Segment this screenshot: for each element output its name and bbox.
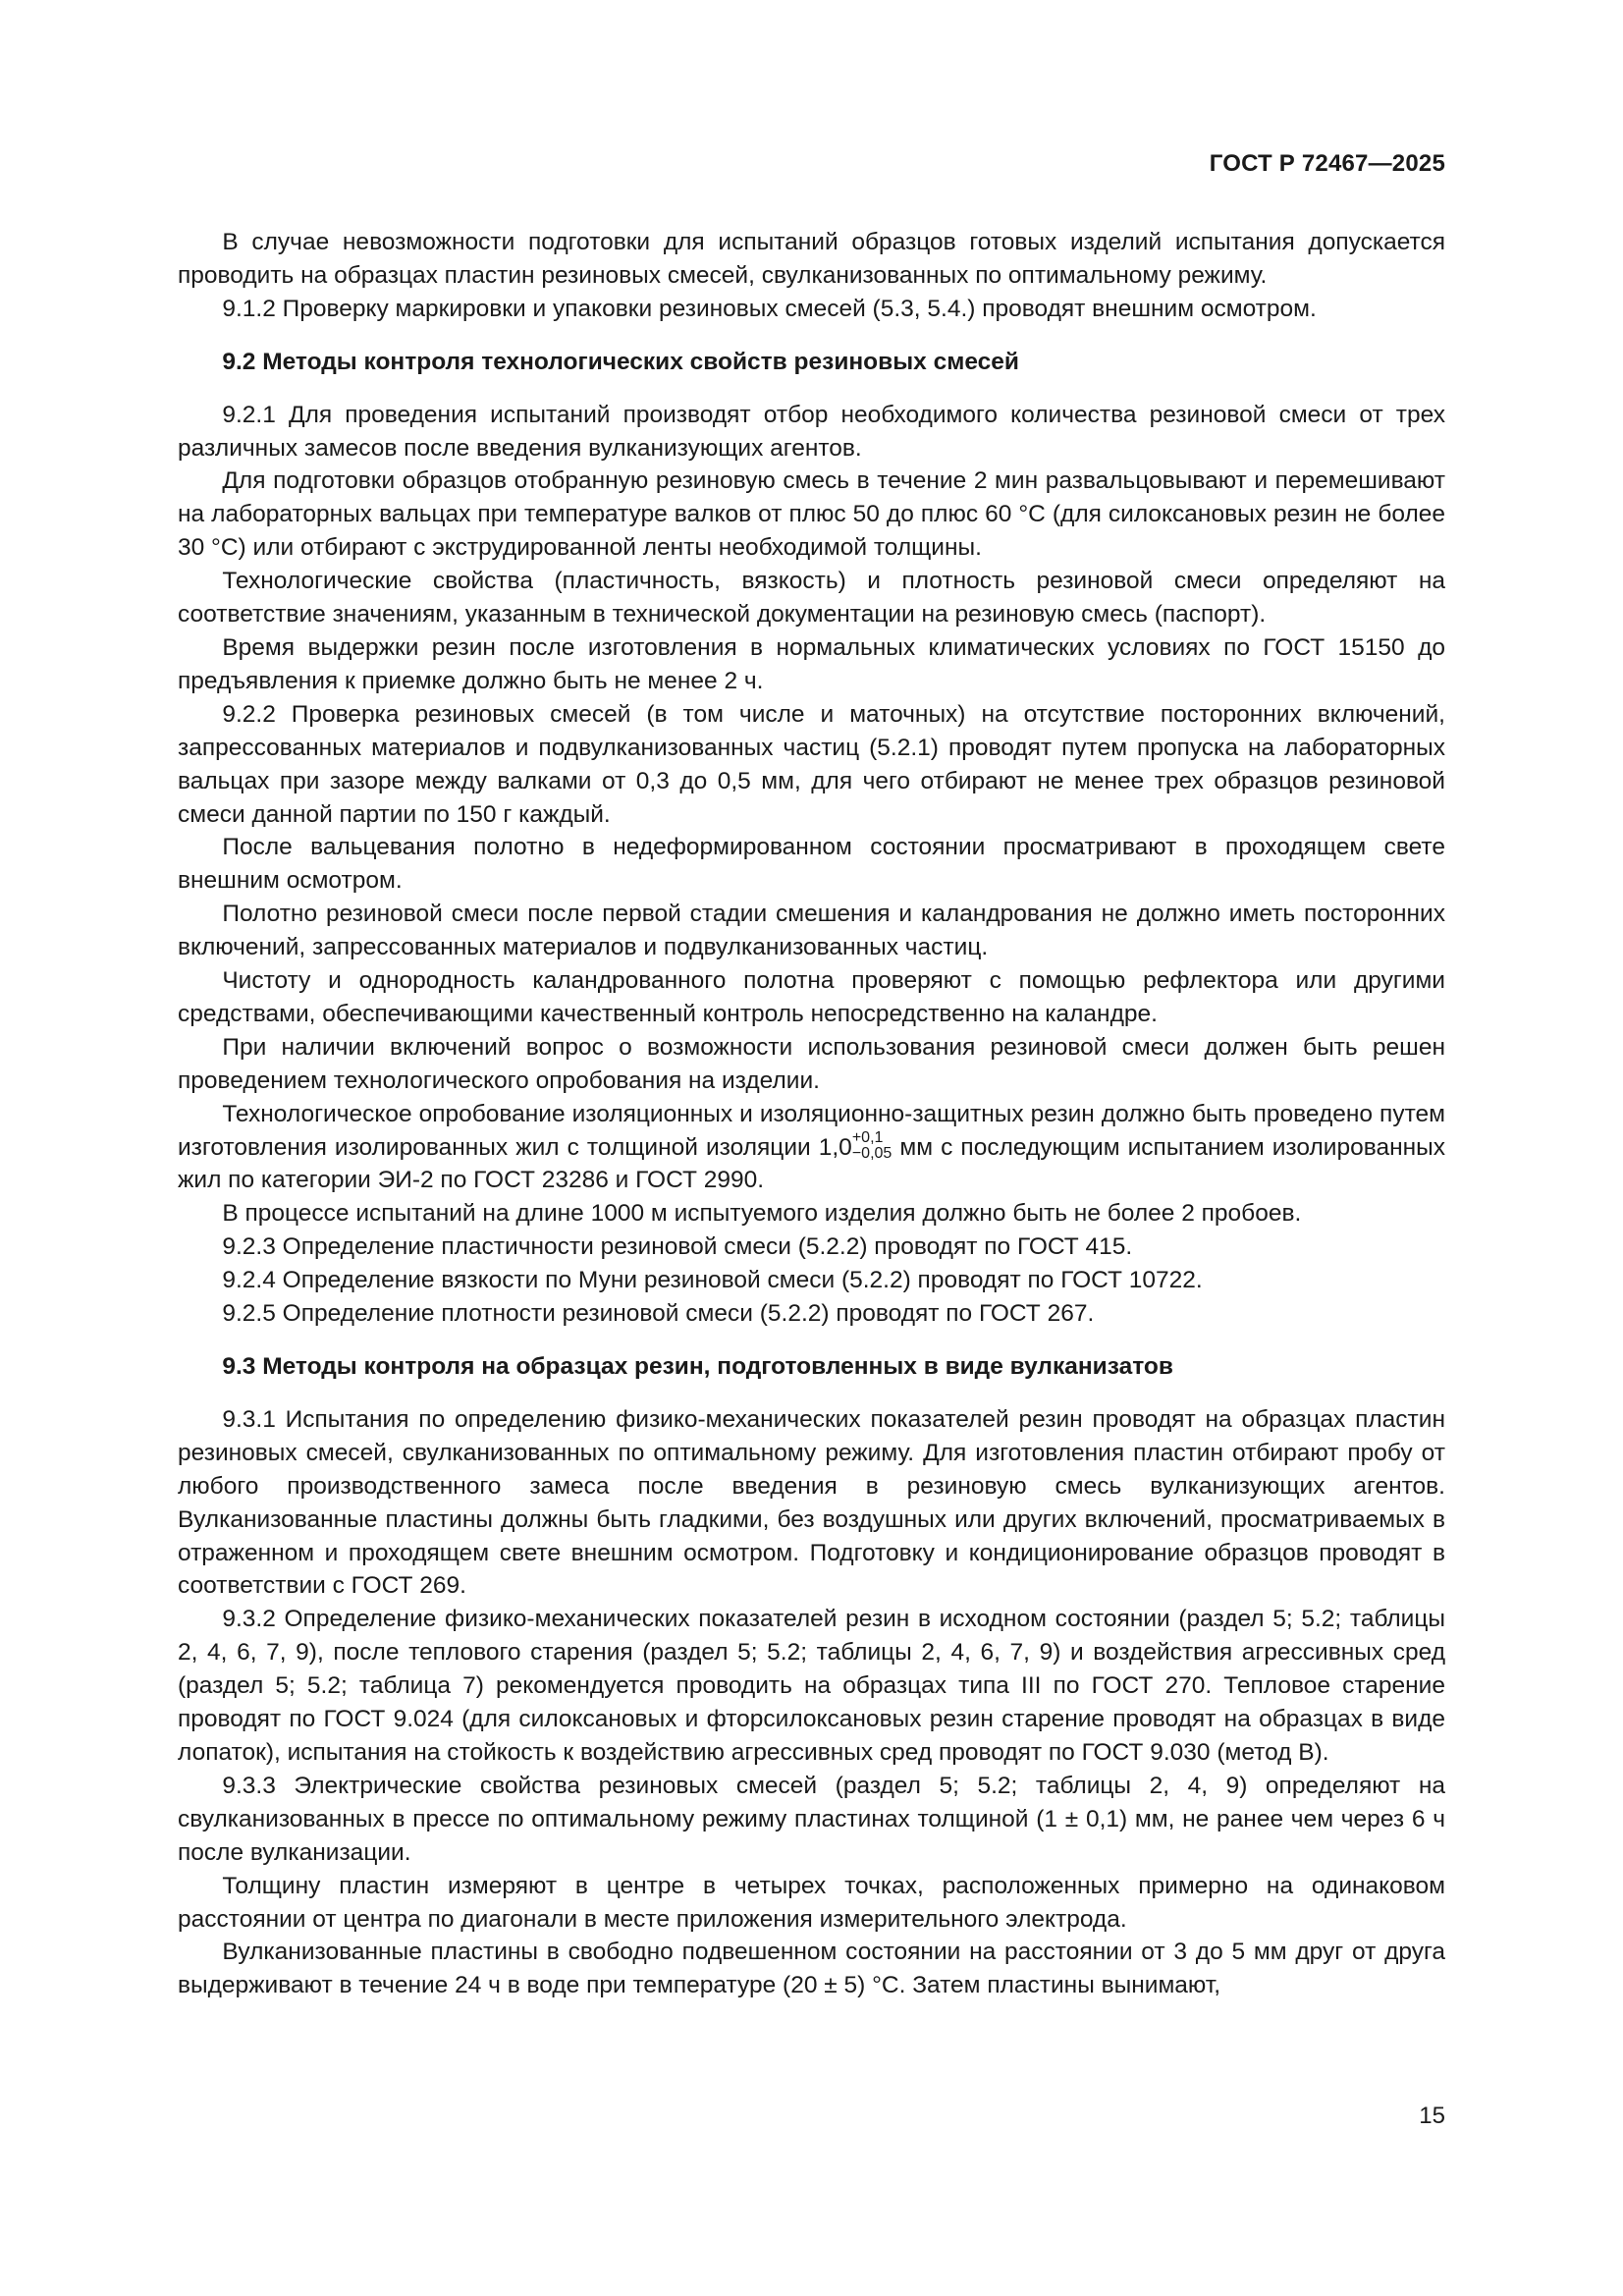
tolerance-fraction <box>852 1130 892 1162</box>
document-body <box>178 226 1445 2002</box>
paragraph: При наличии включений вопрос о возможности использования резиновой смеси должен быть решен проведением технологического опробования на изделии. <box>178 1033 1445 1094</box>
paragraph-9-2-3: 9.2.3 Определение пластичности резиновой смеси (5.2.2) проводят по ГОСТ 415. <box>222 1233 1133 1261</box>
paragraph: Для подготовки образцов отобранную резиновую смесь в течение 2 мин развальцовывают и перемешивают на лабораторных вальцах при температуре валков от плюс 50 до плюс 60 °С (для силоксановых резин не более 30 °С) или отбирают с экструдированной ленты необходимой толщины. <box>178 467 1445 562</box>
section-heading-9-2: 9.2 Методы контроля технологических свойств резиновых смесей <box>222 348 1019 375</box>
paragraph-9-2-5: 9.2.5 Определение плотности резиновой смеси (5.2.2) проводят по ГОСТ 267. <box>222 1300 1095 1328</box>
paragraph: Вулканизованные пластины в свободно подвешенном состоянии на расстоянии от 3 до 5 мм друг от друга выдерживают в течение 24 ч в воде при температуре (20 ± 5) °С. Затем пластины вынимают, <box>178 1939 1445 1999</box>
tolerance-upper: +0,1 <box>851 1129 884 1147</box>
tolerance-lower: −0,05 <box>851 1145 893 1163</box>
paragraph: В процессе испытаний на длине 1000 м испытуемого изделия должно быть не более 2 пробоев. <box>222 1200 1302 1228</box>
paragraph-insulation-test <box>178 1098 1445 1198</box>
paragraph-9-3-3: 9.3.3 Электрические свойства резиновых смесей (раздел 5; 5.2; таблицы 2, 4, 9) определяют на свулканизованных в прессе по оптимальному режиму пластинах толщиной (1 ± 0,1) мм, не ранее чем через 6 ч после вулканизации. <box>178 1772 1445 1866</box>
paragraph-9-3-1: 9.3.1 Испытания по определению физико-механических показателей резин проводят на образцах пластин резиновых смесей, свулканизованных по оптимальному режиму. Для изготовления пластин отбирают пробу от любого производственного замеса после введения в резиновую смесь вулканизующих агентов. Вулканизованные пластины должны быть гладкими, без воздушных или других включений, просматриваемых в отраженном и проходящем свете внешним осмотром. Подготовку и кондиционирование образцов проводят в соответствии с ГОСТ 269. <box>178 1405 1445 1600</box>
paragraph: Полотно резиновой смеси после первой стадии смешения и каландрования не должно иметь посторонних включений, запрессованных материалов и подвулканизованных частиц. <box>178 901 1445 961</box>
paragraph-text: Технологическое опробование изоляционных и изоляционно-защитных резин должно быть проведено путем изготовления изолированных жил с толщиной изоляции 1,0 <box>178 1100 1445 1161</box>
paragraph: Толщину пластин измеряют в центре в четырех точках, расположенных примерно на одинаковом расстоянии от центра по диагонали в месте приложения измерительного электрода. <box>178 1872 1445 1933</box>
paragraph: В случае невозможности подготовки для испытаний образцов готовых изделий испытания допускается проводить на образцах пластин резиновых смесей, свулканизованных по оптимальному режиму. <box>178 229 1445 289</box>
page-number: 15 <box>1419 2103 1445 2129</box>
paragraph-9-2-2: 9.2.2 Проверка резиновых смесей (в том числе и маточных) на отсутствие посторонних включений, запрессованных материалов и подвулканизованных частиц (5.2.1) проводят путем пропуска на лабораторных вальцах при зазоре между валками от 0,3 до 0,5 мм, для чего отбирают не менее трех образцов резиновой смеси данной партии по 150 г каждый. <box>178 700 1445 828</box>
paragraph: Время выдержки резин после изготовления в нормальных климатических условиях по ГОСТ 15150 до предъявления к приемке должно быть не менее 2 ч. <box>178 633 1445 694</box>
paragraph-9-2-4: 9.2.4 Определение вязкости по Муни резиновой смеси (5.2.2) проводят по ГОСТ 10722. <box>222 1267 1203 1294</box>
paragraph-text: мм с последующим испытанием изолированных жил по категории ЭИ-2 по ГОСТ 23286 и ГОСТ 2990. <box>178 1133 1445 1194</box>
paragraph-9-2-1: 9.2.1 Для проведения испытаний производят отбор необходимого количества резиновой смеси от трех различных замесов после введения вулканизующих агентов. <box>178 401 1445 462</box>
paragraph: После вальцевания полотно в недеформированном состоянии просматривают в проходящем свете внешним осмотром. <box>178 834 1445 895</box>
paragraph-9-3-2: 9.3.2 Определение физико-механических показателей резин в исходном состоянии (раздел 5; 5.2; таблицы 2, 4, 6, 7, 9), после теплового старения (раздел 5; 5.2; таблицы 2, 4, 6, 7, 9) и воздействия агрессивных сред (раздел 5; 5.2; таблица 7) рекомендуется проводить на образцах типа III по ГОСТ 270. Тепловое старение проводят по ГОСТ 9.024 (для силоксановых и фторсилоксановых резин старение проводят на образцах в виде лопаток), испытания на стойкость к воздействию агрессивных сред проводят по ГОСТ 9.030 (метод В). <box>178 1606 1445 1766</box>
document-code-header: ГОСТ Р 72467—2025 <box>1209 150 1445 177</box>
paragraph: Чистоту и однородность каландрованного полотна проверяют с помощью рефлектора или другими средствами, обеспечивающими качественный контроль непосредственно на каландре. <box>178 967 1445 1027</box>
paragraph: Технологические свойства (пластичность, вязкость) и плотность резиновой смеси определяют на соответствие значениям, указанным в технической документации на резиновую смесь (паспорт). <box>178 568 1445 629</box>
paragraph-9-1-2: 9.1.2 Проверку маркировки и упаковки резиновых смесей (5.3, 5.4.) проводят внешним осмотром. <box>222 295 1317 322</box>
section-heading-9-3: 9.3 Методы контроля на образцах резин, подготовленных в виде вулканизатов <box>222 1353 1173 1380</box>
